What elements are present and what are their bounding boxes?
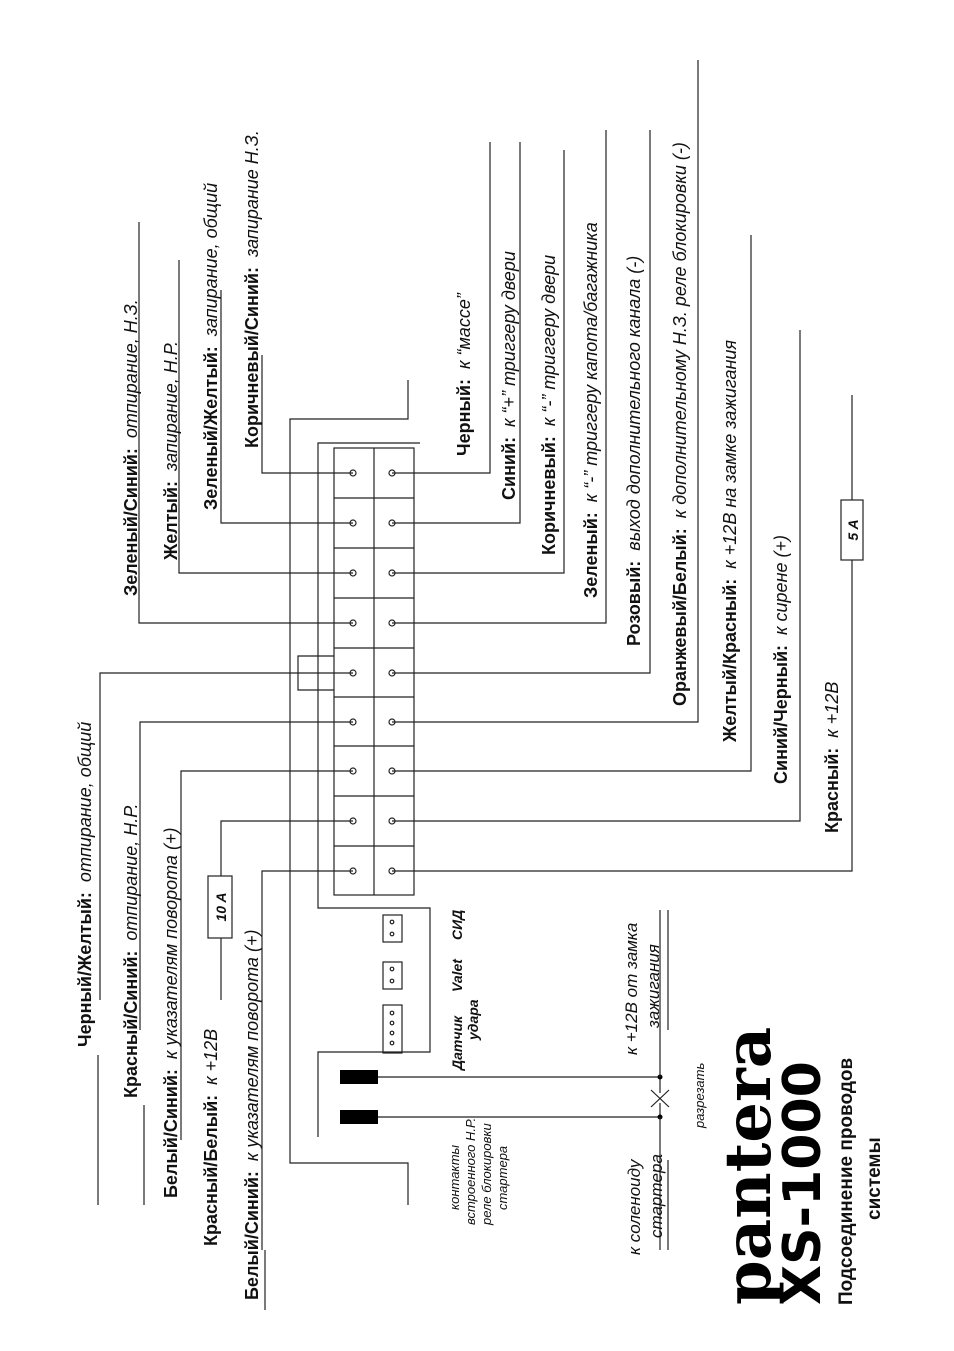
wire: [392, 235, 751, 771]
valet-connector: [383, 962, 402, 989]
relay-text-1: контакты: [447, 1144, 462, 1210]
wire: [262, 871, 353, 1250]
fuse-5a: [841, 500, 863, 560]
left-wire-label: Красный/Белый:к +12В: [201, 1028, 221, 1246]
top-wire-label: Зеленый/Желтый:запирание, общий: [201, 182, 221, 510]
left-wire-label: Красный/Синий:отпирание, Н.Р.: [121, 803, 141, 1098]
relay-contact-2: [340, 1110, 378, 1124]
shock-sensor-label-2: удара: [465, 999, 481, 1040]
brand-logo: pantera: [711, 1026, 786, 1305]
page-title: Подсоединение проводов: [836, 1057, 857, 1305]
relay-text-3: реле блокировки: [479, 1123, 494, 1225]
fuse-10a: [208, 876, 232, 938]
right-wire-label: Оранжевый/Белый:к дополнительному Н.З. реле блокировки (-): [670, 142, 690, 706]
led-connector: [383, 915, 402, 942]
fuse-5a-label: 5 A: [845, 519, 861, 541]
top-wire-label: Коричневый/Синий:запирание Н.З.: [242, 130, 262, 448]
fuse-10a-label: 10 A: [213, 892, 229, 922]
left-wire-labels: [75, 722, 262, 1300]
wire: [392, 142, 490, 473]
page-title-2: системы: [864, 1137, 885, 1220]
wire: [221, 821, 353, 876]
valet-label: Valet: [449, 959, 465, 992]
shock-sensor-connector: [383, 1005, 402, 1053]
right-wire-label: Розовый:выход дополнительного канала (-): [624, 255, 644, 646]
relay-text-4: стартера: [495, 1145, 510, 1210]
right-wire-label: Синий/Черный:к сирене (+): [771, 535, 791, 784]
left-wire-label: Черный/Желтый:отпирание, общий: [75, 721, 95, 1047]
right-wire-label: Черный:к “массе”: [454, 293, 474, 456]
left-wire-label: Белый/Синий:к указателям поворота (+): [161, 827, 181, 1198]
ignition-text-1: к +12В от замка: [622, 922, 641, 1055]
right-wire-label: Зеленый:к “-” триггеру капота/багажника: [581, 222, 601, 598]
top-wire-label: Зеленый/Синий:отпирание, Н.З.: [121, 299, 141, 596]
connector-pins: [350, 470, 395, 874]
led-label: СИД: [449, 909, 465, 940]
wire: [392, 130, 650, 673]
shock-sensor-label-1: Датчик: [449, 1015, 465, 1070]
ignition-text-2: зажигания: [644, 944, 663, 1028]
solenoid-text-2: стартера: [647, 1154, 666, 1238]
wire: [262, 355, 353, 473]
left-wire-label: Белый/Синий:к указателям поворота (+): [242, 929, 262, 1300]
right-wire-labels: [454, 142, 842, 833]
right-wire-label: Желтый/Красный:к +12В на замке зажигания: [720, 339, 740, 742]
right-wire-label: Синий:к “+” триггеру двери: [499, 251, 519, 500]
right-wire-label: Коричневый:к “-” триггеру двери: [539, 254, 559, 555]
top-wire-label: Желтый:запирание, Н.Р.: [161, 340, 181, 560]
right-wire-label: Красный:к +12В: [822, 681, 842, 833]
relay-contact-1: [340, 1070, 378, 1084]
model-name: XS-1000: [773, 1061, 833, 1305]
solenoid-text-1: к соленоиду: [625, 1159, 644, 1255]
top-wire-labels: [121, 130, 262, 596]
cut-text: разрезать: [692, 1062, 707, 1128]
relay-text-2: встроенного Н.Р.: [463, 1117, 478, 1225]
wire: [221, 290, 353, 523]
